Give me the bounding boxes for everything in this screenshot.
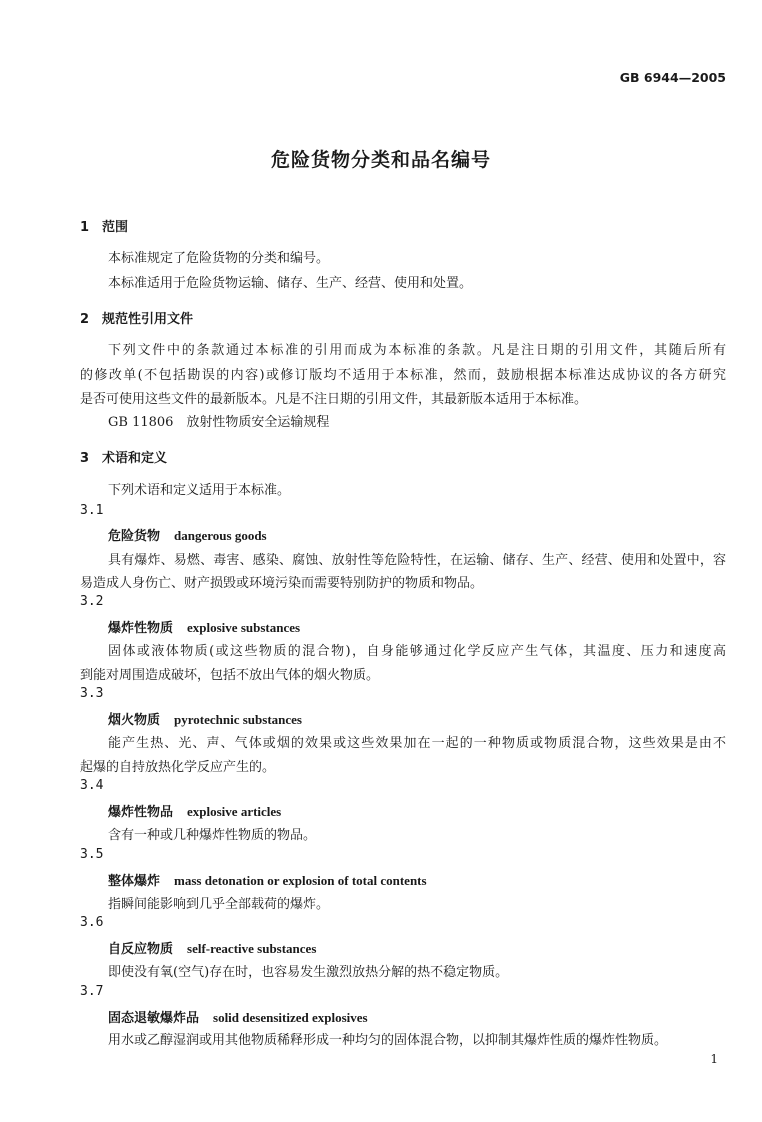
term-chinese: 危险货物 (108, 529, 161, 544)
term-number: 3.1 (80, 503, 104, 518)
page-number: 1 (710, 1052, 718, 1066)
section-title: 术语和定义 (102, 451, 168, 466)
term-heading (108, 525, 267, 544)
term-heading (108, 709, 302, 728)
paragraph-line: 是否可使用这些文件的最新版本。凡是不注日期的引用文件，其最新版本适用于本标准。 (80, 392, 588, 407)
term-chinese: 爆炸性物质 (108, 621, 174, 636)
paragraph: 本标准规定了危险货物的分类和编号。 (108, 251, 330, 266)
term-heading (108, 870, 427, 889)
term-chinese: 爆炸性物品 (108, 805, 174, 820)
term-number: 3.7 (80, 984, 104, 999)
term-english: dangerous goods (174, 528, 267, 543)
section-number: 3 (80, 451, 90, 466)
definition-line: 固体或液体物质(或这些物质的混合物)，自身能够通过化学反应产生气体，其温度、压力和速度高 (108, 644, 726, 659)
paragraph: 下列术语和定义适用于本标准。 (108, 483, 291, 498)
term-chinese: 固态退敏爆炸品 (108, 1011, 200, 1026)
section-number: 1 (80, 220, 90, 235)
definition-line: 含有一种或几种爆炸性物质的物品。 (108, 828, 317, 843)
term-number: 3.2 (80, 594, 104, 609)
paragraph-line: 下列文件中的条款通过本标准的引用而成为本标准的条款。凡是注日期的引用文件，其随后所有 (108, 343, 726, 358)
term-heading (108, 938, 316, 957)
definition-line: 起爆的自持放热化学反应产生的。 (80, 760, 276, 775)
term-number: 3.6 (80, 915, 104, 930)
term-english: mass detonation or explosion of total contents (174, 873, 427, 888)
section-2-heading (80, 308, 193, 327)
section-3-heading (80, 447, 167, 466)
paragraph-line: 的修改单(不包括勘误的内容)或修订版均不适用于本标准，然而，鼓励根据本标准达成协议的各方研究 (80, 368, 726, 383)
term-english: solid desensitized explosives (213, 1010, 368, 1025)
term-number: 3.3 (80, 686, 104, 701)
term-chinese: 整体爆炸 (108, 874, 161, 889)
definition-line: 用水或乙醇湿润或用其他物质稀释形成一种均匀的固体混合物，以抑制其爆炸性质的爆炸性物质。 (108, 1033, 668, 1048)
term-english: self-reactive substances (187, 941, 317, 956)
definition-line: 指瞬间能影响到几乎全部载荷的爆炸。 (108, 897, 330, 912)
term-heading (108, 617, 300, 636)
term-english: explosive substances (187, 620, 301, 635)
term-number: 3.5 (80, 847, 104, 862)
definition-line: 能产生热、光、声、气体或烟的效果或这些效果加在一起的一种物质或物质混合物，这些效果是由不 (108, 736, 726, 751)
definition-line: 具有爆炸、易燃、毒害、感染、腐蚀、放射性等危险特性，在运输、储存、生产、经营、使用和处置中，容 (108, 553, 726, 568)
term-chinese: 自反应物质 (108, 942, 174, 957)
definition-line: 即使没有氧(空气)存在时，也容易发生激烈放热分解的热不稳定物质。 (108, 965, 509, 980)
term-heading (108, 1007, 368, 1026)
paragraph: 本标准适用于危险货物运输、储存、生产、经营、使用和处置。 (108, 276, 473, 291)
term-english: explosive articles (187, 804, 282, 819)
definition-line: 易造成人身伤亡、财产损毁或环境污染而需要特别防护的物质和物品。 (80, 576, 484, 591)
definition-line: 到能对周围造成破坏，包括不放出气体的烟火物质。 (80, 668, 380, 683)
term-chinese: 烟火物质 (108, 713, 161, 728)
section-number: 2 (80, 312, 90, 327)
standard-number: GB 6944—2005 (619, 70, 726, 85)
term-number: 3.4 (80, 778, 104, 793)
normative-reference: GB 11806 放射性物质安全运输规程 (108, 415, 330, 430)
term-english: pyrotechnic substances (174, 712, 302, 727)
section-1-heading (80, 216, 128, 235)
term-heading (108, 801, 281, 820)
document-title: 危险货物分类和品名编号 (270, 149, 491, 171)
section-title: 规范性引用文件 (102, 312, 194, 327)
section-title: 范围 (102, 220, 129, 235)
